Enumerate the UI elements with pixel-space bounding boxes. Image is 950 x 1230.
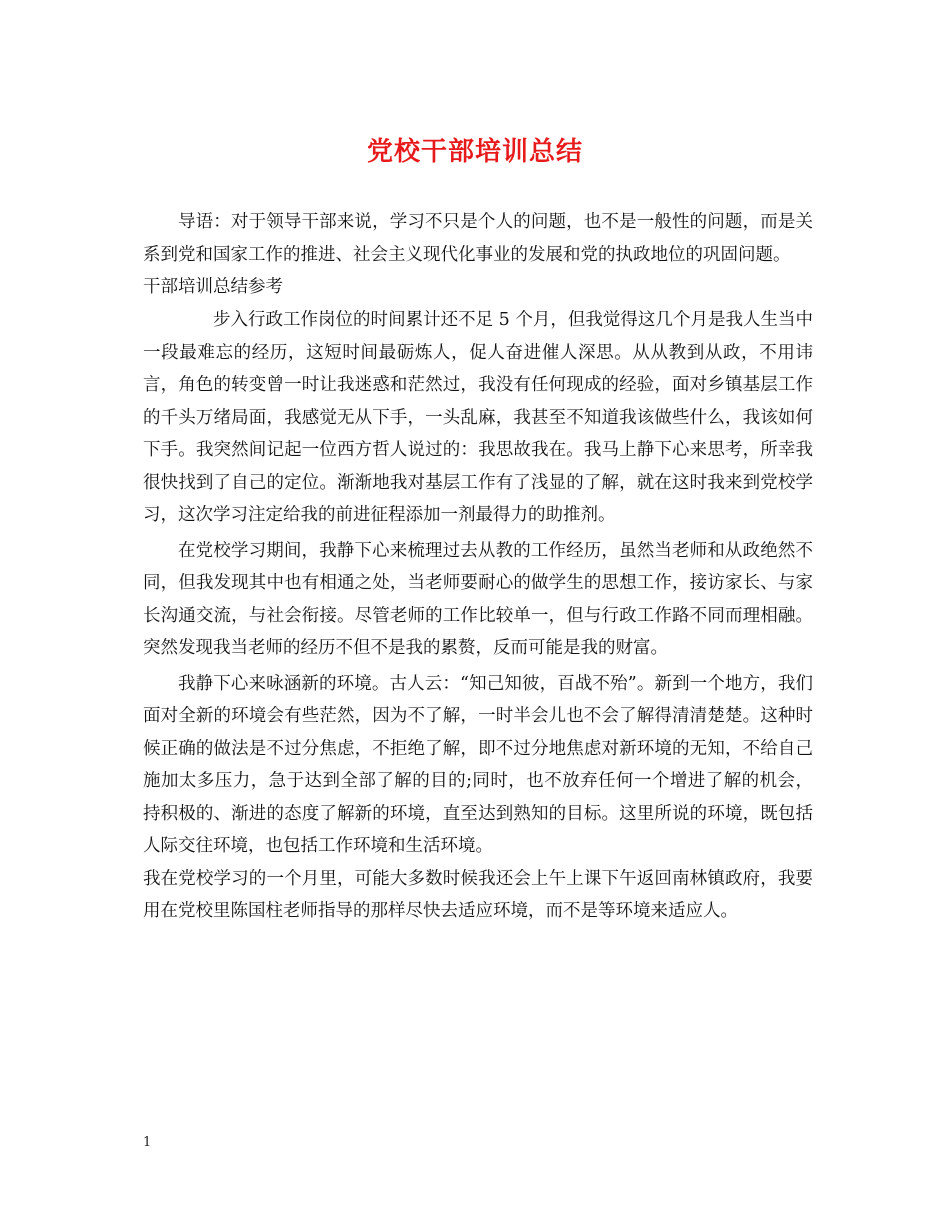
body-paragraph-2: 在党校学习期间，我静下心来梳理过去从教的工作经历，虽然当老师和从政绝然不同，但我发现其中也有相通之处，当老师要耐心的做学生的思想工作，接访家长、与家长沟通交流，与社会衔接。尽管老师的工作比较单一，但与行政工作路不同而理相融。突然发现我当老师的经历不但不是我的累赘，反而可能是我的财富。 (143, 540, 813, 658)
body-paragraph-3: 我静下心来咏涵新的环境。古人云：“知己知彼，百战不殆”。新到一个地方，我们面对全新的环境会有些茫然，因为不了解，一时半会儿也不会了解得清清楚楚。这种时候正确的做法是不过分焦虑，不拒绝了解，即不过分地焦虑对新环境的无知，不给自己施加太多压力，急于达到全部了解的目的;同时，也不放弃任何一个增进了解的机会，持积极的、渐进的态度了解新的环境，直至达到熟知的目标。这里所说的环境，既包括人际交往环境，也包括工作环境和生活环境。 (143, 673, 813, 856)
body-paragraph-4: 我在党校学习的一个月里，可能大多数时候我还会上午上课下午返回南林镇政府，我要用在党校里陈国柱老师指导的那样尽快去适应环境，而不是等环境来适应人。 (143, 868, 813, 921)
page-number: 1 (143, 1135, 152, 1150)
subheading: 干部培训总结参考 (143, 277, 283, 297)
intro-paragraph: 导语：对于领导干部来说，学习不只是个人的问题，也不是一般性的问题，而是关系到党和国家工作的推进、社会主义现代化事业的发展和党的执政地位的巩固问题。 (143, 212, 813, 265)
document-body (143, 206, 813, 928)
document-title: 党校干部培训总结 (366, 137, 583, 167)
body-paragraph-1: 步入行政工作岗位的时间累计还不足 5 个月，但我觉得这几个月是我人生当中一段最难忘的经历，这短时间最砺炼人，促人奋进催人深思。从从教到从政，不用讳言，角色的转变曾一时让我迷惑和茫然过，我没有任何现成的经验，面对乡镇基层工作的千头万绪局面，我感觉无从下手，一头乱麻，我甚至不知道我该做些什么，我该如何下手。我突然间记起一位西方哲人说过的：我思故我在。我马上静下心来思考，所幸我很快找到了自己的定位。渐渐地我对基层工作有了浅显的了解，就在这时我来到党校学习，这次学习注定给我的前进征程添加一剂最得力的助推剂。 (143, 310, 813, 525)
